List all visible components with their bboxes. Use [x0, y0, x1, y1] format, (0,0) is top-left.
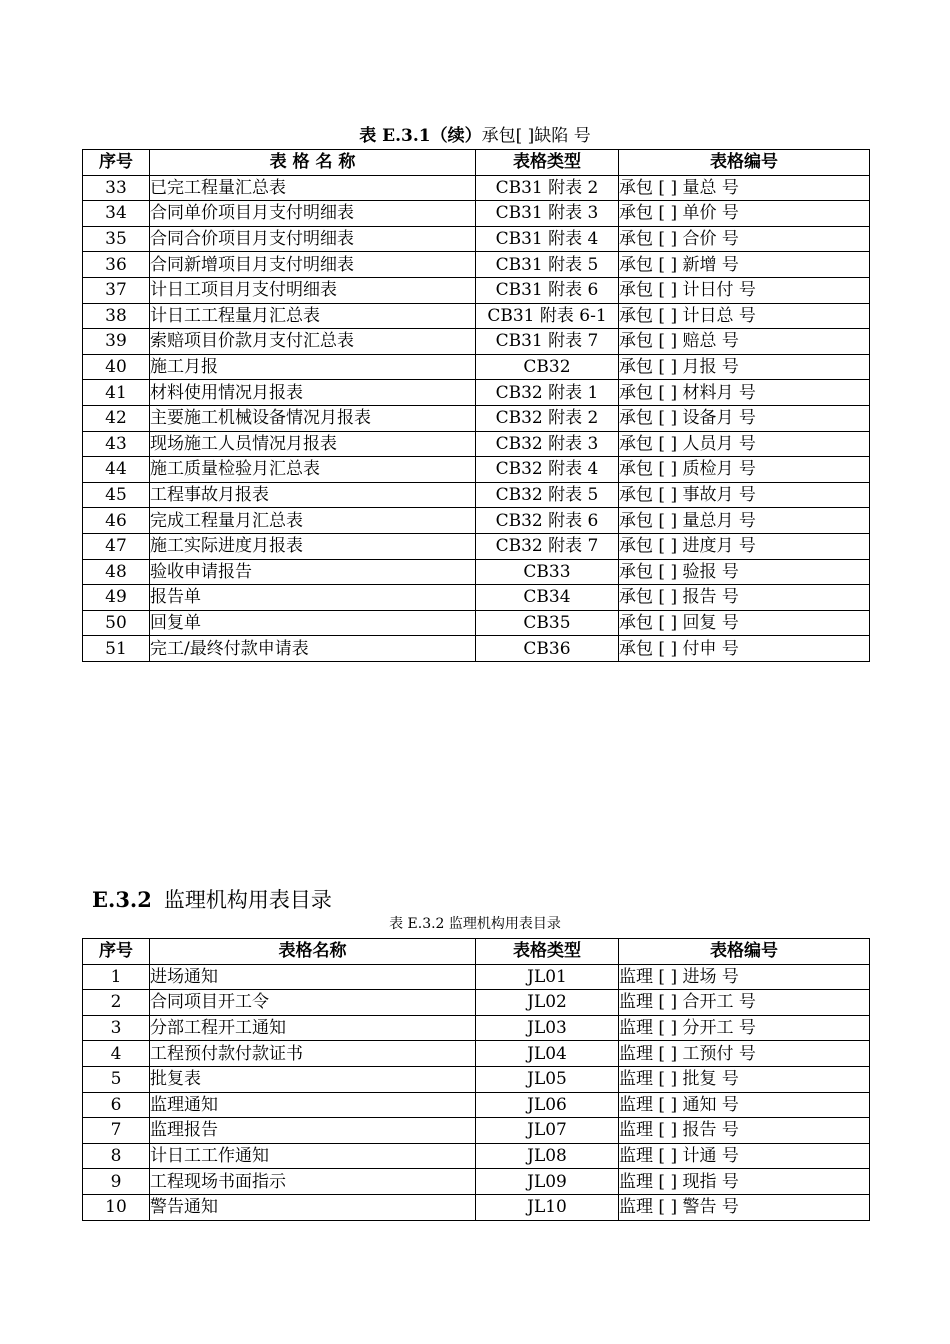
form-type: CB31 附表 5 [476, 252, 619, 278]
form-code: 承包 [ ] 付申 号 [619, 636, 870, 662]
row-number: 9 [83, 1169, 150, 1195]
section-number: E.3.2 [92, 887, 152, 912]
form-name: 进场通知 [150, 964, 476, 990]
row-number: 45 [83, 482, 150, 508]
form-type: CB36 [476, 636, 619, 662]
row-number: 4 [83, 1041, 150, 1067]
form-name: 监理通知 [150, 1092, 476, 1118]
form-type: JL10 [476, 1194, 619, 1220]
table-header-row [83, 939, 870, 965]
form-name: 警告通知 [150, 1194, 476, 1220]
form-code: 承包 [ ] 新增 号 [619, 252, 870, 278]
form-name: 完工/最终付款申请表 [150, 636, 476, 662]
form-type: CB32 附表 6 [476, 508, 619, 534]
table-row [83, 1194, 870, 1220]
form-code: 承包 [ ] 单价 号 [619, 201, 870, 227]
form-code: 承包 [ ] 设备月 号 [619, 405, 870, 431]
table-row [83, 1118, 870, 1144]
form-type: JL05 [476, 1066, 619, 1092]
form-code: 监理 [ ] 报告 号 [619, 1118, 870, 1144]
header-type: 表格类型 [476, 150, 619, 176]
form-type: CB32 附表 4 [476, 457, 619, 483]
row-number: 34 [83, 201, 150, 227]
table-row [83, 252, 870, 278]
form-type: CB31 附表 4 [476, 226, 619, 252]
form-name: 合同新增项目月支付明细表 [150, 252, 476, 278]
table-row [83, 482, 870, 508]
form-name: 已完工程量汇总表 [150, 175, 476, 201]
form-name: 施工质量检验月汇总表 [150, 457, 476, 483]
row-number: 39 [83, 329, 150, 355]
form-name: 分部工程开工通知 [150, 1015, 476, 1041]
header-no: 序号 [83, 939, 150, 965]
form-name: 验收申请报告 [150, 559, 476, 585]
row-number: 42 [83, 405, 150, 431]
table-row [83, 636, 870, 662]
form-code: 承包 [ ] 人员月 号 [619, 431, 870, 457]
form-name: 材料使用情况月报表 [150, 380, 476, 406]
table-row [83, 303, 870, 329]
form-name: 计日工工程量月汇总表 [150, 303, 476, 329]
header-name: 表格名称 [150, 939, 476, 965]
form-code: 监理 [ ] 分开工 号 [619, 1015, 870, 1041]
form-name: 工程现场书面指示 [150, 1169, 476, 1195]
form-name: 报告单 [150, 585, 476, 611]
table-row [83, 1041, 870, 1067]
form-code: 监理 [ ] 进场 号 [619, 964, 870, 990]
form-list-table-supervisor [82, 938, 870, 1221]
form-code: 承包 [ ] 合价 号 [619, 226, 870, 252]
form-type: JL09 [476, 1169, 619, 1195]
form-code: 承包 [ ] 计日总 号 [619, 303, 870, 329]
form-name: 索赔项目价款月支付汇总表 [150, 329, 476, 355]
form-code: 承包 [ ] 质检月 号 [619, 457, 870, 483]
row-number: 41 [83, 380, 150, 406]
form-code: 承包 [ ] 回复 号 [619, 610, 870, 636]
form-name: 合同单价项目月支付明细表 [150, 201, 476, 227]
row-number: 44 [83, 457, 150, 483]
row-number: 40 [83, 354, 150, 380]
form-type: CB35 [476, 610, 619, 636]
row-number: 48 [83, 559, 150, 585]
section-title: 监理机构用表目录 [163, 888, 332, 912]
table-row [83, 201, 870, 227]
form-name: 合同项目开工令 [150, 990, 476, 1016]
form-name: 合同合价项目月支付明细表 [150, 226, 476, 252]
row-number: 6 [83, 1092, 150, 1118]
table-row [83, 277, 870, 303]
row-number: 7 [83, 1118, 150, 1144]
form-code: 承包 [ ] 量总 号 [619, 175, 870, 201]
header-name: 表 格 名 称 [150, 150, 476, 176]
form-name: 主要施工机械设备情况月报表 [150, 405, 476, 431]
table-row [83, 1015, 870, 1041]
form-code: 承包 [ ] 月报 号 [619, 354, 870, 380]
row-number: 33 [83, 175, 150, 201]
table-row [83, 457, 870, 483]
table1-caption [82, 124, 868, 148]
form-type: CB31 附表 2 [476, 175, 619, 201]
form-name: 工程事故月报表 [150, 482, 476, 508]
form-code: 承包 [ ] 材料月 号 [619, 380, 870, 406]
table-row [83, 508, 870, 534]
form-name: 计日工工作通知 [150, 1143, 476, 1169]
header-type: 表格类型 [476, 939, 619, 965]
form-type: CB31 附表 6-1 [476, 303, 619, 329]
form-type: CB34 [476, 585, 619, 611]
form-code: 监理 [ ] 批复 号 [619, 1066, 870, 1092]
row-number: 5 [83, 1066, 150, 1092]
row-number: 47 [83, 533, 150, 559]
table-row [83, 559, 870, 585]
form-type: CB32 附表 5 [476, 482, 619, 508]
form-list-table-contractor [82, 149, 870, 662]
table-row [83, 1092, 870, 1118]
form-type: JL07 [476, 1118, 619, 1144]
table-row [83, 1143, 870, 1169]
form-code: 监理 [ ] 警告 号 [619, 1194, 870, 1220]
form-code: 监理 [ ] 合开工 号 [619, 990, 870, 1016]
form-type: JL03 [476, 1015, 619, 1041]
table-row [83, 1169, 870, 1195]
header-code: 表格编号 [619, 939, 870, 965]
form-type: JL06 [476, 1092, 619, 1118]
form-type: JL04 [476, 1041, 619, 1067]
row-number: 3 [83, 1015, 150, 1041]
form-name: 计日工项目月支付明细表 [150, 277, 476, 303]
row-number: 2 [83, 990, 150, 1016]
table-row [83, 380, 870, 406]
form-code: 承包 [ ] 计日付 号 [619, 277, 870, 303]
form-type: CB32 附表 1 [476, 380, 619, 406]
form-type: CB31 附表 7 [476, 329, 619, 355]
form-type: JL02 [476, 990, 619, 1016]
header-no: 序号 [83, 150, 150, 176]
form-code: 监理 [ ] 工预付 号 [619, 1041, 870, 1067]
table-row [83, 964, 870, 990]
form-name: 现场施工人员情况月报表 [150, 431, 476, 457]
form-type: CB31 附表 6 [476, 277, 619, 303]
form-code: 承包 [ ] 量总月 号 [619, 508, 870, 534]
table-row [83, 431, 870, 457]
table-row [83, 226, 870, 252]
form-code: 承包 [ ] 事故月 号 [619, 482, 870, 508]
form-code: 承包 [ ] 验报 号 [619, 559, 870, 585]
row-number: 35 [83, 226, 150, 252]
table-row [83, 354, 870, 380]
form-code: 监理 [ ] 通知 号 [619, 1092, 870, 1118]
table-row [83, 990, 870, 1016]
form-type: CB32 附表 7 [476, 533, 619, 559]
table-row [83, 533, 870, 559]
form-code: 监理 [ ] 现指 号 [619, 1169, 870, 1195]
form-type: CB33 [476, 559, 619, 585]
form-name: 工程预付款付款证书 [150, 1041, 476, 1067]
table-row [83, 585, 870, 611]
form-type: JL01 [476, 964, 619, 990]
form-code: 承包 [ ] 赔总 号 [619, 329, 870, 355]
table-row [83, 405, 870, 431]
row-number: 38 [83, 303, 150, 329]
form-code: 承包 [ ] 进度月 号 [619, 533, 870, 559]
row-number: 36 [83, 252, 150, 278]
row-number: 50 [83, 610, 150, 636]
row-number: 37 [83, 277, 150, 303]
table-row [83, 1066, 870, 1092]
table-row [83, 610, 870, 636]
table-row [83, 175, 870, 201]
table1-caption-rest: 承包[ ]缺陷 号 [481, 126, 591, 146]
row-number: 43 [83, 431, 150, 457]
form-code: 监理 [ ] 计通 号 [619, 1143, 870, 1169]
form-type: CB31 附表 3 [476, 201, 619, 227]
table1-caption-bold: 表 E.3.1（续） [359, 126, 482, 146]
form-type: JL08 [476, 1143, 619, 1169]
form-name: 完成工程量月汇总表 [150, 508, 476, 534]
row-number: 51 [83, 636, 150, 662]
form-name: 施工月报 [150, 354, 476, 380]
row-number: 10 [83, 1194, 150, 1220]
form-name: 回复单 [150, 610, 476, 636]
form-name: 批复表 [150, 1066, 476, 1092]
table-row [83, 329, 870, 355]
form-type: CB32 附表 2 [476, 405, 619, 431]
table2-caption: 表 E.3.2 监理机构用表目录 [389, 916, 561, 932]
table-header-row [83, 150, 870, 176]
form-code: 承包 [ ] 报告 号 [619, 585, 870, 611]
header-code: 表格编号 [619, 150, 870, 176]
section-heading [92, 886, 332, 914]
form-type: CB32 附表 3 [476, 431, 619, 457]
row-number: 46 [83, 508, 150, 534]
row-number: 1 [83, 964, 150, 990]
form-name: 施工实际进度月报表 [150, 533, 476, 559]
form-name: 监理报告 [150, 1118, 476, 1144]
row-number: 49 [83, 585, 150, 611]
row-number: 8 [83, 1143, 150, 1169]
form-type: CB32 [476, 354, 619, 380]
